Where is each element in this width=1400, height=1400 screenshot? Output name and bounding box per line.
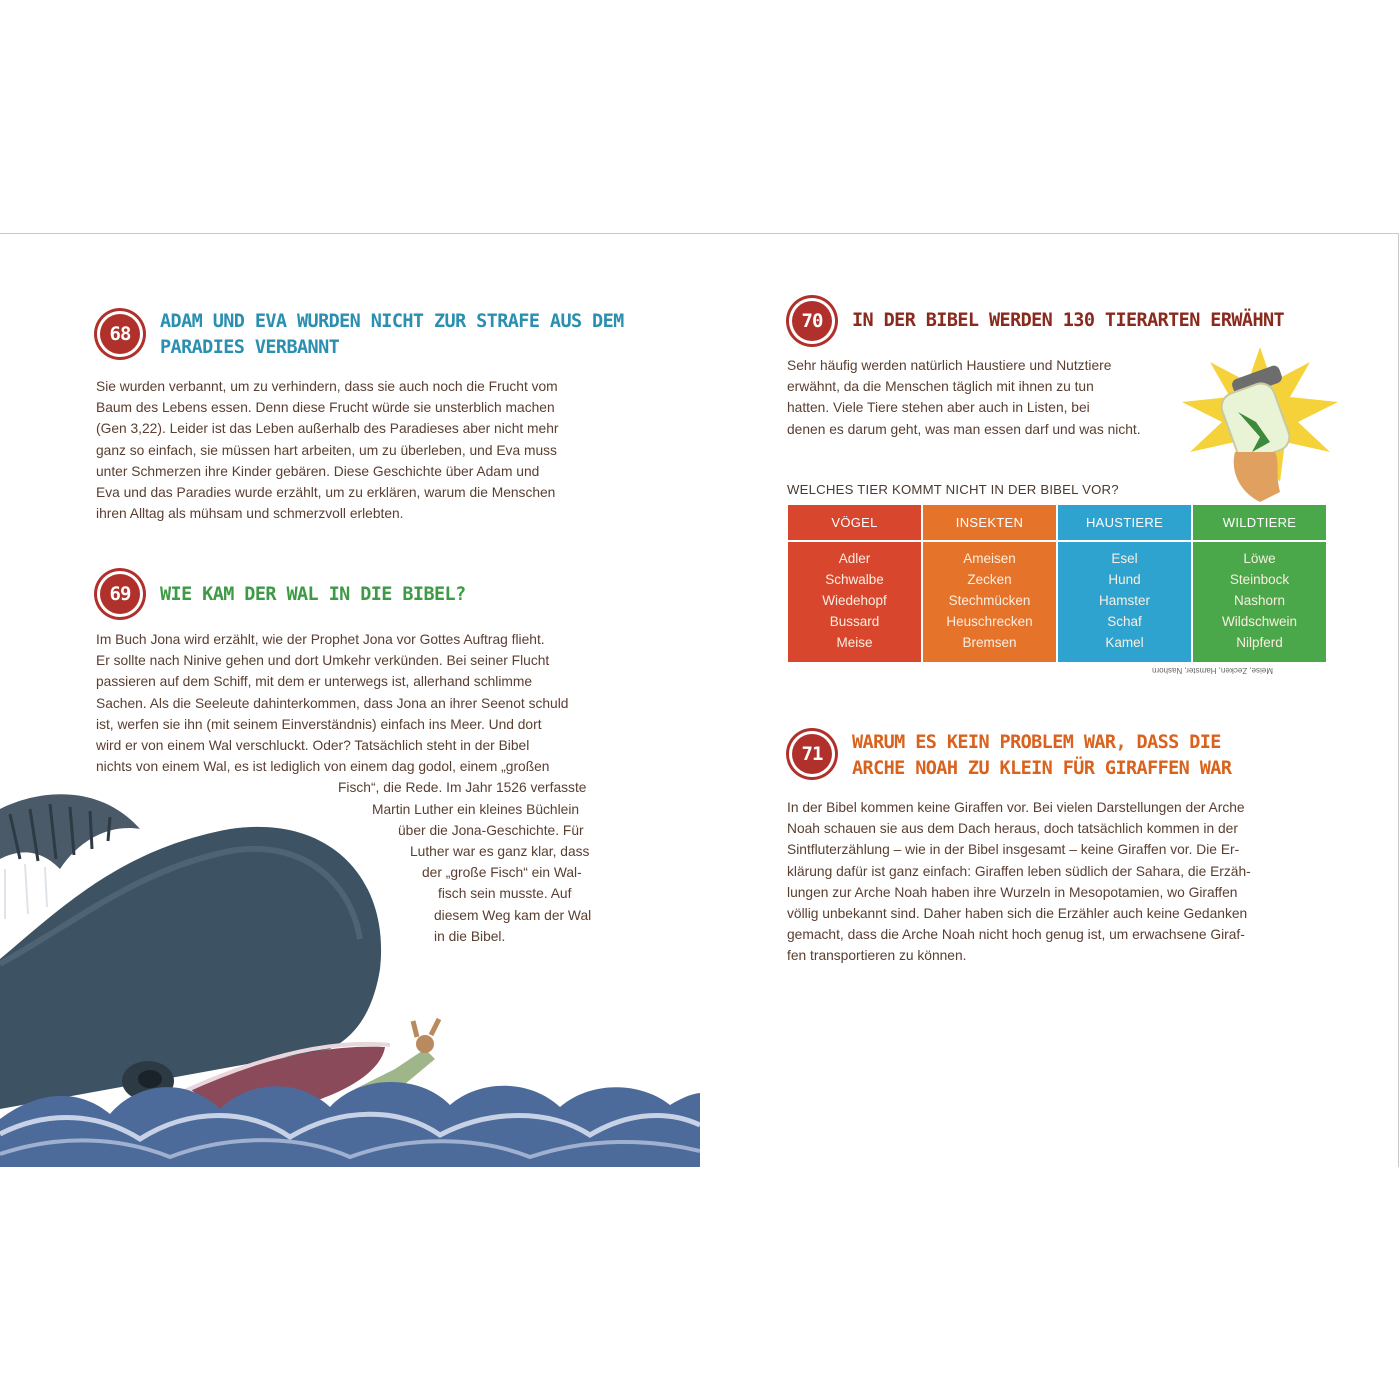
section-number-69: 69 xyxy=(97,571,143,617)
body-line: Noah schauen sie aus dem Dach heraus, doch tatsächlich kommen in der xyxy=(787,821,1238,837)
body-line: Luther war es ganz klar, dass xyxy=(410,844,590,860)
section-heading-71 xyxy=(852,730,1231,782)
column-header-haustiere: HAUSTIERE xyxy=(1058,505,1191,542)
list-item: Bussard xyxy=(829,614,880,629)
body-line: (Gen 3,22). Leider ist das Leben außerhalb des Paradieses aber nicht mehr xyxy=(96,421,559,437)
list-item: Hund xyxy=(1108,572,1141,587)
quiz-answer: Meise, Zecken, Hamster, Nashorn xyxy=(1152,666,1273,675)
section-body-68 xyxy=(96,376,626,524)
list-item: Wildschwein xyxy=(1221,614,1298,629)
body-line: In der Bibel kommen keine Giraffen vor. Bei vielen Darstellungen der Arche xyxy=(787,800,1245,815)
body-line: Fisch“, die Rede. Im Jahr 1526 verfasste xyxy=(338,780,587,796)
jar-illustration xyxy=(1180,342,1340,507)
list-item: Ameisen xyxy=(963,551,1016,566)
list-item: Schaf xyxy=(1107,614,1142,629)
section-heading-69 xyxy=(160,582,466,608)
list-item: Schwalbe xyxy=(825,572,884,587)
section-number-68: 68 xyxy=(97,311,143,357)
section-body-71 xyxy=(787,797,1327,967)
body-line: Eva und das Paradies wurde erzählt, um zu erklären, warum die Menschen xyxy=(96,485,556,501)
list-item: Steinbock xyxy=(1229,572,1290,587)
column-items-haustiere xyxy=(1058,542,1191,662)
list-item: Nashorn xyxy=(1233,593,1286,608)
body-line: Er sollte nach Ninive gehen und dort Umkehr verkünden. Bei seiner Flucht xyxy=(96,653,550,669)
body-line: Martin Luther ein kleines Büchlein xyxy=(372,801,580,817)
list-item: Zecken xyxy=(967,572,1012,587)
body-line: ist, werfen sie ihn (mit seinem Einverständnis) einfach ins Meer. Und dort xyxy=(96,716,542,732)
list-item: Heuschrecken xyxy=(946,614,1033,629)
body-line: diesem Weg kam der Wal xyxy=(434,907,592,923)
body-line: lungen zur Arche Noah haben ihre Wurzeln in Mesopotamien, wo Giraffen xyxy=(787,884,1238,900)
body-line: ihren Alltag als mühsam und schmerzvoll erlebten. xyxy=(96,506,404,522)
body-line: wird er von einem Wal verschluckt. Oder? Tatsächlich steht in der Bibel xyxy=(96,738,530,754)
section-heading-70 xyxy=(852,308,1284,334)
book-spread xyxy=(0,233,1399,1167)
list-item: Kamel xyxy=(1105,635,1144,650)
list-item: Löwe xyxy=(1243,551,1276,566)
body-line: erwähnt, da die Menschen täglich mit ihnen zu tun xyxy=(787,379,1094,395)
body-line: Im Buch Jona wird erzählt, wie der Prophet Jona vor Gottes Auftrag flieht. xyxy=(96,632,545,647)
body-line: Sie wurden verbannt, um zu verhindern, dass sie auch noch die Frucht vom xyxy=(96,379,558,394)
list-item: Wiedehopf xyxy=(822,593,887,608)
body-line: Sintfluterzählung – wie in der Bibel insgesamt – keine Giraffen vor. Die Er- xyxy=(787,842,1240,858)
list-item: Bremsen xyxy=(962,635,1017,650)
section-number-71: 71 xyxy=(789,731,835,777)
section-heading-68 xyxy=(160,309,624,361)
quiz-question: WELCHES TIER KOMMT NICHT IN DER BIBEL VOR? xyxy=(787,482,1119,497)
body-line: über die Jona-Geschichte. Für xyxy=(398,822,584,838)
list-item: Esel xyxy=(1111,551,1138,566)
body-line: völlig unbekannt sind. Daher haben sich die Erzähler auch keine Gedanken xyxy=(787,906,1248,922)
column-header-voegel: VÖGEL xyxy=(788,505,921,542)
body-line: denen es darum geht, was man essen darf und was nicht. xyxy=(787,421,1141,437)
section-body-70 xyxy=(787,355,1187,440)
column-items-insekten xyxy=(923,542,1056,662)
section-number-70: 70 xyxy=(789,298,835,344)
list-item: Meise xyxy=(836,635,873,650)
body-line: in die Bibel. xyxy=(434,928,506,944)
body-line: fen transportieren zu können. xyxy=(787,948,967,964)
body-line: der „große Fisch“ ein Wal- xyxy=(422,865,582,881)
column-items-voegel xyxy=(788,542,921,662)
list-item: Hamster xyxy=(1098,593,1150,608)
body-line: Sachen. Als die Seeleute dahinterkommen, dass Jona an ihrer Seenot schuld xyxy=(96,695,569,711)
body-line: passieren auf dem Schiff, mit dem er unterwegs ist, allerhand schlimme xyxy=(96,674,533,690)
heading-line: ARCHE NOAH ZU KLEIN FÜR GIRAFFEN WAR xyxy=(852,758,1232,779)
list-item: Nilpferd xyxy=(1236,635,1283,650)
heading-line: WIE KAM DER WAL IN DIE BIBEL? xyxy=(160,584,466,605)
whale-illustration xyxy=(0,789,700,1167)
column-header-insekten: INSEKTEN xyxy=(923,505,1056,542)
list-item: Adler xyxy=(838,551,871,566)
column-header-wildtiere: WILDTIERE xyxy=(1193,505,1326,542)
heading-line: WARUM ES KEIN PROBLEM WAR, DASS DIE xyxy=(852,732,1221,753)
body-line: nichts von einem Wal, es ist lediglich von einem dag godol, einem „großen xyxy=(96,759,550,775)
body-line: hatten. Viele Tiere stehen aber auch in Listen, bei xyxy=(787,400,1090,416)
body-line: unter Schmerzen ihre Kinder gebären. Diese Geschichte über Adam und xyxy=(96,463,540,479)
heading-line: ADAM UND EVA WURDEN NICHT ZUR STRAFE AUS DEM xyxy=(160,311,624,332)
body-line: ganz so einfach, sie müssen hart arbeiten, um zu überleben, und Eva muss xyxy=(96,442,557,458)
column-items-wildtiere xyxy=(1193,542,1326,662)
body-line: Baum des Lebens essen. Denn diese Frucht würde sie unsterblich machen xyxy=(96,400,555,416)
heading-line: PARADIES VERBANNT xyxy=(160,337,340,358)
animal-quiz-table xyxy=(786,505,1328,662)
heading-line: IN DER BIBEL WERDEN 130 TIERARTEN ERWÄHNT xyxy=(852,310,1285,331)
body-line: gemacht, dass die Arche Noah nicht hoch genug ist, um erwachsene Giraf- xyxy=(787,927,1245,943)
list-item: Stechmücken xyxy=(948,593,1031,608)
body-line: klärung dafür ist ganz einfach: Giraffen leben südlich der Sahara, die Erzäh- xyxy=(787,863,1251,879)
body-line: Sehr häufig werden natürlich Haustiere und Nutztiere xyxy=(787,358,1112,373)
body-line: fisch sein musste. Auf xyxy=(438,886,572,902)
